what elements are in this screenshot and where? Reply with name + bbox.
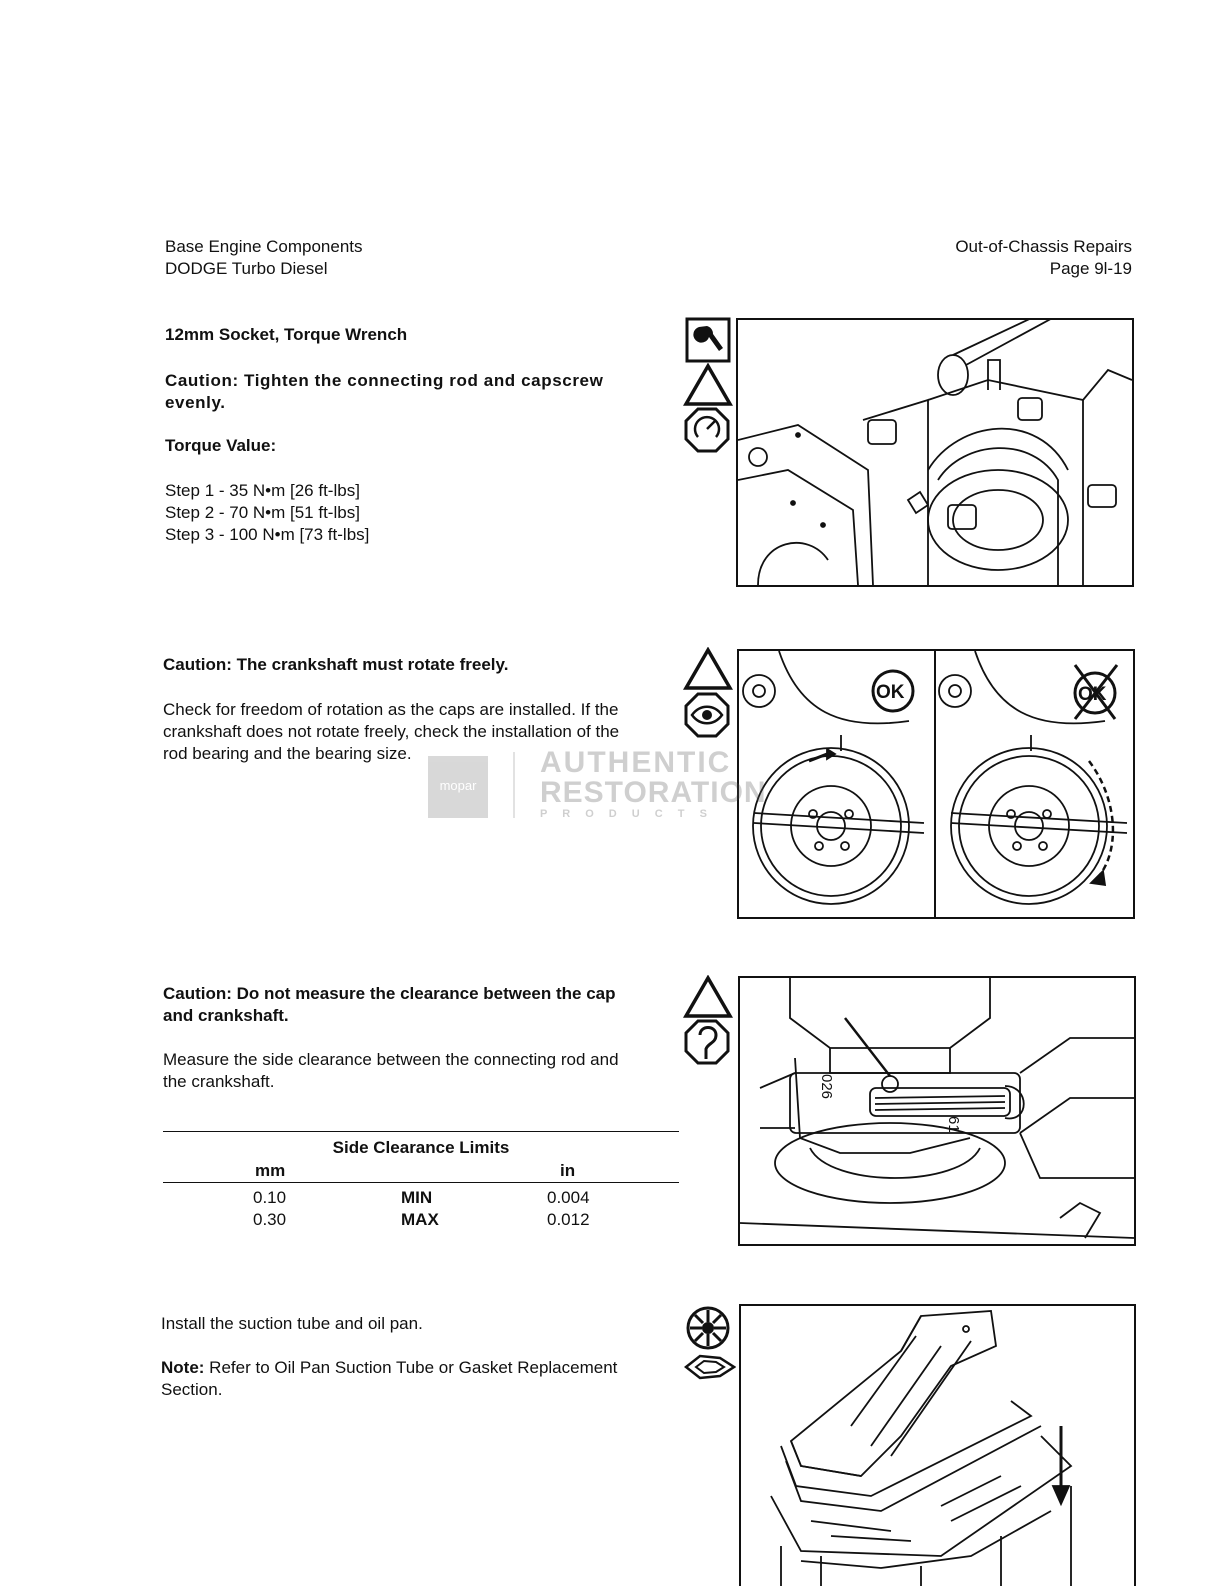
wrench-icon (685, 317, 731, 363)
assembly-icon (685, 1305, 731, 1351)
header-right (955, 236, 1132, 280)
rod-stamp-bottom: 61 (945, 1116, 962, 1133)
header-section-title: Base Engine Components (165, 237, 363, 256)
header-vehicle: DODGE Turbo Diesel (165, 259, 328, 278)
figure-rod-cap-torque (736, 318, 1134, 587)
not-ok-label: OK (1078, 684, 1107, 705)
note-reference (161, 1357, 676, 1401)
inspect-eye-icon (684, 692, 730, 738)
mopar-logo (428, 756, 488, 818)
caution-triangle-icon (683, 647, 733, 691)
caution-triangle-icon (683, 975, 733, 1019)
table-row-min-label: MIN (401, 1188, 433, 1207)
measure-clearance-line2: the crankshaft. (163, 1072, 275, 1091)
figure-crankshaft-rotation (737, 649, 1135, 919)
caution-crankshaft: Caution: The crankshaft must rotate freely. (163, 655, 509, 674)
torque-label: Torque Value: (165, 436, 277, 455)
rotation-check-line2: crankshaft does not rotate freely, check the installation of the (163, 722, 620, 741)
gasket-icon (684, 1352, 736, 1382)
header-chapter: Out-of-Chassis Repairs (955, 237, 1132, 256)
note-text: Refer to Oil Pan Suction Tube or Gasket Replacement (204, 1358, 618, 1377)
table-row-max-label: MAX (401, 1210, 439, 1229)
caution-tighten-line2: evenly. (165, 393, 226, 412)
table-title: Side Clearance Limits (332, 1138, 510, 1157)
header-left (165, 236, 363, 280)
torque-step-3: Step 3 - 100 N•m [73 ft-lbs] (165, 525, 370, 544)
measure-clearance-text (163, 1049, 678, 1093)
measure-clearance-line1: Measure the side clearance between the connecting rod and (163, 1050, 619, 1069)
tools-required: 12mm Socket, Torque Wrench (165, 325, 408, 344)
table-header-mm: mm (255, 1161, 286, 1180)
table-header-in: in (560, 1161, 576, 1180)
torque-steps (165, 480, 369, 546)
table-row-min-in: 0.004 (547, 1188, 590, 1207)
note-label: Note: (161, 1358, 205, 1377)
table-row-max-mm: 0.30 (253, 1210, 287, 1229)
rotation-check-line1: Check for freedom of rotation as the caps are installed. If the (163, 700, 619, 719)
caution-tighten (165, 370, 675, 414)
caution-clearance (163, 983, 678, 1027)
table-header-rule (163, 1182, 679, 1183)
ok-label: OK (876, 682, 905, 703)
watermark (428, 746, 788, 824)
caution-tighten-line1: Caution: Tighten the connecting rod and capscrew (165, 371, 604, 390)
table-row-min-mm: 0.10 (253, 1188, 287, 1207)
install-oil-pan-text: Install the suction tube and oil pan. (161, 1314, 423, 1333)
measure-gauge-icon (684, 1019, 730, 1065)
note-line2: Section. (161, 1380, 223, 1399)
watermark-line2: RESTORATION (540, 776, 767, 809)
watermark-divider (513, 752, 515, 818)
table-row-max-in: 0.012 (547, 1210, 590, 1229)
table-top-rule (163, 1131, 679, 1132)
note-line1 (161, 1357, 676, 1379)
rotation-check-line3: rod bearing and the bearing size. (163, 744, 412, 763)
figure-side-clearance (738, 976, 1136, 1246)
torque-step-2: Step 2 - 70 N•m [51 ft-lbs] (165, 503, 360, 522)
figure-oil-pan-install (739, 1304, 1136, 1586)
caution-clearance-line1: Caution: Do not measure the clearance between the cap (163, 984, 616, 1003)
watermark-line3: P R O D U C T S (540, 808, 713, 820)
caution-clearance-line2: and crankshaft. (163, 1006, 289, 1025)
page-number: Page 9l-19 (1049, 259, 1132, 278)
torque-icon (684, 407, 730, 453)
watermark-line1: AUTHENTIC (540, 746, 732, 779)
rod-stamp-top: 026 (818, 1074, 835, 1100)
torque-step-1: Step 1 - 35 N•m [26 ft-lbs] (165, 481, 360, 500)
mopar-logo-text: mopar (439, 778, 477, 793)
caution-triangle-icon (683, 363, 733, 407)
